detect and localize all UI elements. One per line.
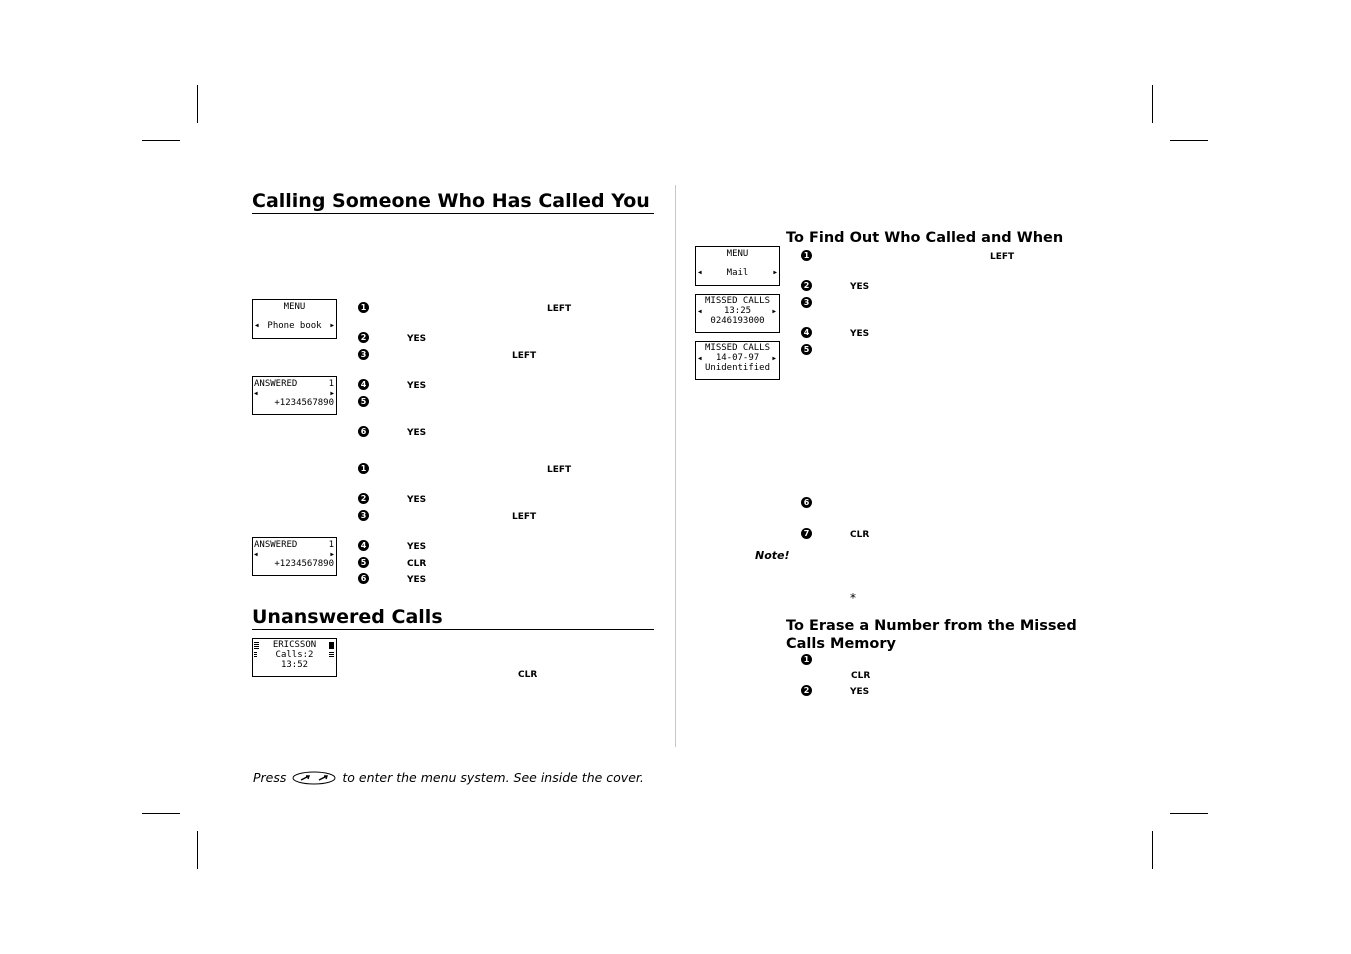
key-label: LEFT: [990, 252, 1015, 262]
key-label: YES: [850, 282, 870, 292]
right-arrow-icon: ▶: [330, 551, 334, 558]
footer-text: [253, 770, 644, 789]
left-arrow-icon: ◀: [255, 322, 259, 329]
key-label: YES: [850, 329, 870, 339]
step-number: 3: [358, 510, 369, 521]
display-line: MISSED CALLS: [704, 343, 771, 353]
left-arrow-icon: ◀: [698, 308, 702, 315]
page-title: Calling Someone Who Has Called You: [252, 190, 650, 212]
step-number: 6: [801, 497, 812, 508]
phone-display-answered: [252, 376, 337, 415]
phone-display-menu: [252, 299, 337, 339]
display-count: 1: [328, 379, 334, 389]
phone-display-mail: [695, 246, 780, 286]
key-label: LEFT: [547, 304, 572, 314]
menu-key-icon: [292, 771, 336, 789]
left-arrow-icon: ◀: [254, 551, 258, 558]
display-line: Unidentified: [704, 363, 771, 373]
key-label: CLR: [850, 530, 870, 540]
section-title: Unanswered Calls: [252, 606, 443, 628]
step-number: 3: [801, 297, 812, 308]
step-number: 4: [358, 540, 369, 551]
step-number: 1: [358, 463, 369, 474]
display-line: MISSED CALLS: [704, 296, 771, 306]
step-number: 1: [801, 654, 812, 665]
right-arrow-icon: ▶: [772, 308, 776, 315]
crop-mark: [1170, 140, 1208, 141]
display-line: MENU: [283, 302, 306, 312]
footer-text-before: Press: [253, 770, 287, 785]
key-label: CLR: [407, 559, 427, 569]
display-line: ERICSSON: [272, 640, 317, 650]
right-arrow-icon: ▶: [773, 269, 777, 276]
key-label: LEFT: [547, 465, 572, 475]
section-heading: To Find Out Who Called and When: [786, 230, 1064, 246]
step-number: 2: [358, 493, 369, 504]
note-label: Note!: [755, 549, 790, 562]
display-line: ANSWERED: [254, 379, 298, 389]
step-number: 7: [801, 528, 812, 539]
right-arrow-icon: ▶: [772, 355, 776, 362]
display-line: 14-07-97: [715, 353, 760, 363]
display-number: +1234567890: [274, 398, 334, 408]
title-rule: [252, 629, 654, 630]
left-arrow-icon: ◀: [254, 390, 258, 397]
key-label: YES: [407, 495, 427, 505]
key-label: YES: [407, 542, 427, 552]
key-label: YES: [407, 381, 427, 391]
key-label: YES: [407, 334, 427, 344]
step-number: 1: [358, 302, 369, 313]
display-line: 0246193000: [710, 316, 765, 326]
key-label: LEFT: [512, 512, 537, 522]
display-line: Calls:2: [275, 650, 314, 660]
title-rule: [252, 213, 654, 214]
left-arrow-icon: ◀: [698, 269, 702, 276]
display-number: +1234567890: [274, 559, 334, 569]
star-symbol: *: [850, 591, 856, 605]
step-number: 3: [358, 349, 369, 360]
display-line: Mail: [726, 268, 749, 278]
crop-mark: [197, 831, 198, 869]
step-number: 5: [358, 557, 369, 568]
left-arrow-icon: ◀: [698, 355, 702, 362]
step-number: 6: [358, 426, 369, 437]
step-number: 2: [358, 332, 369, 343]
step-number: 1: [801, 250, 812, 261]
display-line: 13:52: [280, 660, 309, 670]
key-label: LEFT: [512, 351, 537, 361]
column-divider: [675, 185, 676, 747]
crop-mark: [142, 140, 180, 141]
right-arrow-icon: ▶: [330, 390, 334, 397]
display-line: MENU: [726, 249, 749, 259]
crop-mark: [142, 813, 180, 814]
key-label: CLR: [518, 670, 538, 680]
step-number: 6: [358, 573, 369, 584]
footer-text-after: to enter the menu system. See inside the cover.: [342, 770, 644, 785]
section-heading: Calls Memory: [786, 636, 896, 652]
phone-display-standby: [252, 638, 337, 677]
phone-display-missed-call: [695, 341, 780, 380]
step-number: 4: [801, 327, 812, 338]
step-number: 4: [358, 379, 369, 390]
display-line: Phone book: [267, 321, 322, 331]
step-number: 2: [801, 685, 812, 696]
display-line: 13:25: [723, 306, 752, 316]
crop-mark: [1152, 831, 1153, 869]
crop-mark: [1170, 813, 1208, 814]
key-label: YES: [850, 687, 870, 697]
step-number: 2: [801, 280, 812, 291]
section-heading: To Erase a Number from the Missed: [786, 618, 1077, 634]
key-label: YES: [407, 428, 427, 438]
right-arrow-icon: ▶: [330, 322, 334, 329]
display-count: 1: [328, 540, 334, 550]
phone-display-answered: [252, 537, 337, 576]
crop-mark: [197, 85, 198, 123]
phone-display-missed-call: [695, 294, 780, 333]
key-label: YES: [407, 575, 427, 585]
step-number: 5: [801, 344, 812, 355]
key-label: CLR: [851, 671, 871, 681]
crop-mark: [1152, 85, 1153, 123]
step-number: 5: [358, 396, 369, 407]
display-line: ANSWERED: [254, 540, 298, 550]
